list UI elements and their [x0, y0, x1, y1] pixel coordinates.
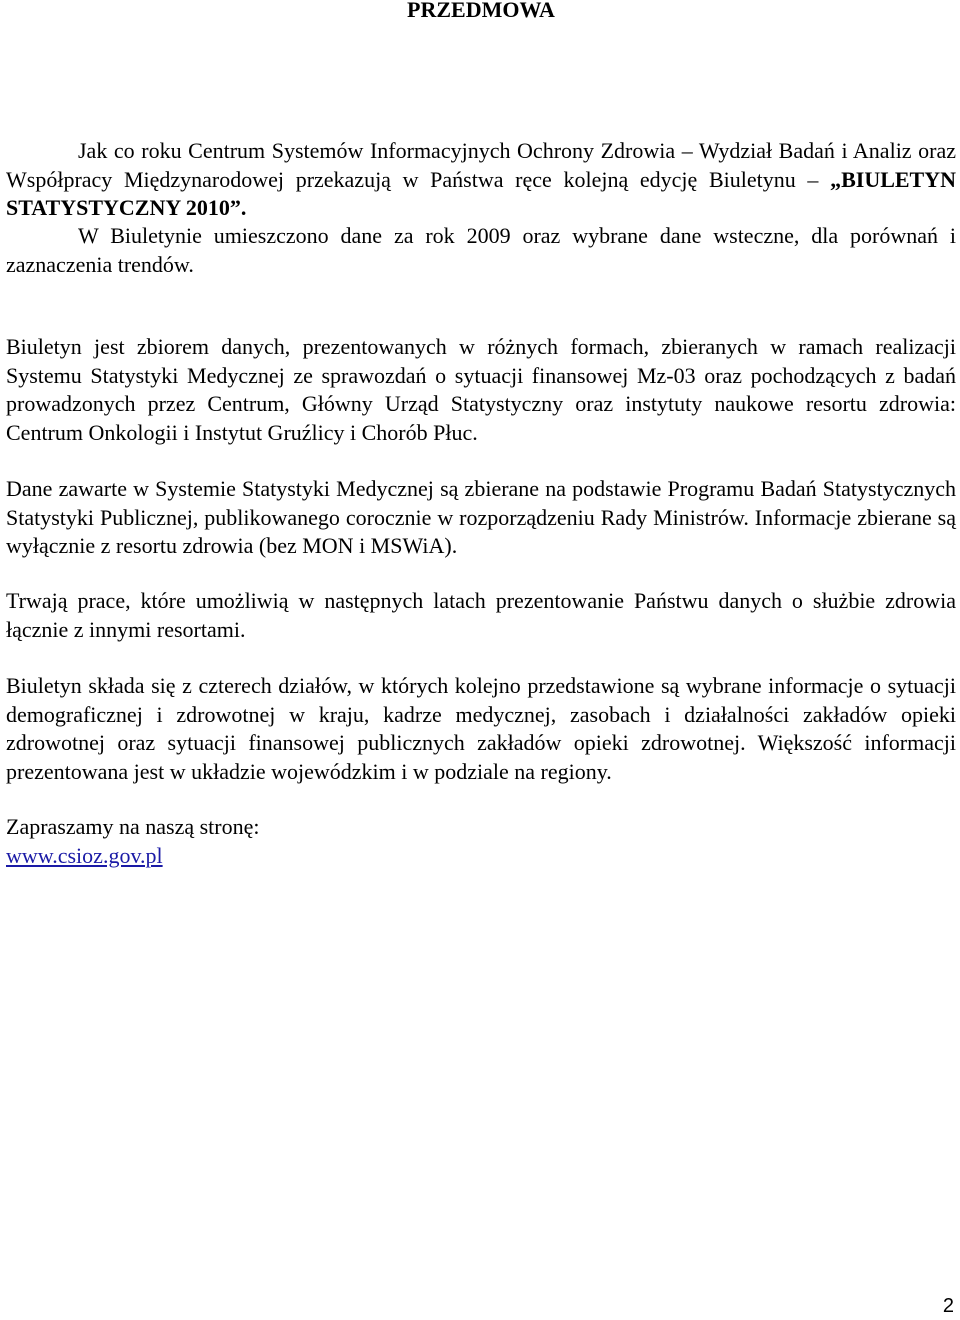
intro-text: Jak co roku Centrum Systemów Informacyjnych Ochrony Zdrowia – Wydział Badań i Analiz oraz Współpracy Międzynarodowej przekazują w Państwa ręce kolejną edycję Biuletynu –	[6, 138, 956, 192]
intro-paragraph	[6, 137, 956, 223]
paragraph-bulletin-description: Biuletyn jest zbiorem danych, prezentowanych w różnych formach, zbieranych w ramach realizacji Systemu Statystyki Medycznej ze sprawozdań o sytuacji finansowej Mz-03 oraz pochodzących z badań prowadzonych przez Centrum, Główny Urząd Statystyczny oraz instytuty naukowe resortu zdrowia: Centrum Onkologii i Instytut Gruźlicy i Chorób Płuc.	[6, 334, 956, 445]
invitation-text: Zapraszamy na naszą stronę:	[6, 814, 260, 839]
page-number: 2	[942, 1295, 954, 1317]
paragraph-structure: Biuletyn składa się z czterech działów, w których kolejno przedstawione są wybrane informacje o sytuacji demograficznej i zdrowotnej w kraju, kadrze medycznej, zasobach i działalności zakładów opieki zdrowotnej oraz sytuacji finansowej publicznych zakładów opieki zdrowotnej. Większość informacji prezentowana jest w układzie wojewódzkim i w podziale na regiony.	[6, 673, 956, 784]
page-title: PRZEDMOWA	[407, 0, 555, 22]
paragraph-data-source: Dane zawarte w Systemie Statystyki Medycznej są zbierane na podstawie Programu Badań Statystycznych Statystyki Publicznej, publikowanego corocznie w rozporządzeniu Rady Ministrów. Informacje zbierane są wyłącznie z resortu zdrowia (bez MON i MSWiA).	[6, 476, 956, 558]
bulletin-title: „BIULETYN STATYSTYCZNY 2010”.	[6, 166, 956, 220]
website-link[interactable]: www.csioz.gov.pl	[6, 842, 163, 868]
paragraph-ongoing-work: Trwają prace, które umożliwią w następnych latach prezentowanie Państwu danych o służbie zdrowia łącznie z innymi resortami.	[6, 588, 956, 642]
paragraph-data-scope: W Biuletynie umieszczono dane za rok 2009 oraz wybrane dane wsteczne, dla porównań i zaznaczenia trendów.	[6, 223, 956, 277]
invitation-paragraph	[6, 813, 956, 870]
document-page	[6, 0, 956, 868]
